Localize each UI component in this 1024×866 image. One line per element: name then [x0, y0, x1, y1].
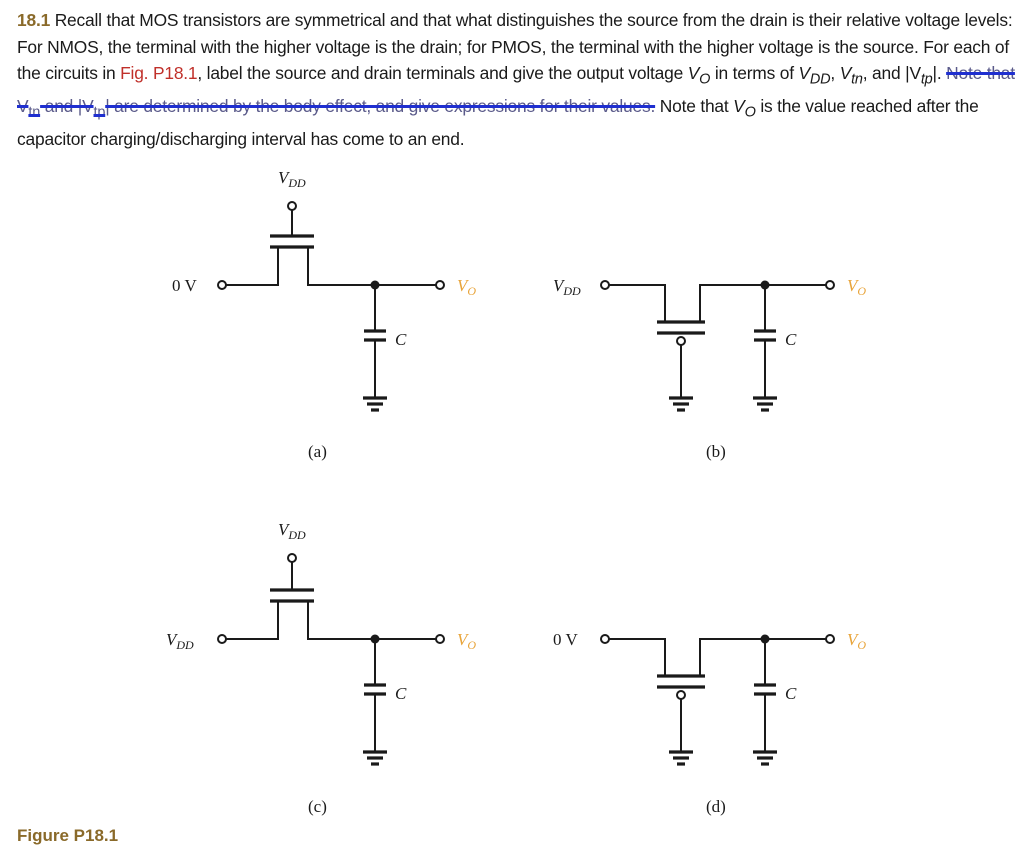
circuit-c-right-terminal	[308, 601, 436, 639]
figure-label: Figure P18.1	[17, 826, 119, 845]
vtp-abs-open: |V	[905, 63, 921, 83]
problem-text-f: is the value reached after the capacitor charging/discharging interval has come to an end.	[17, 95, 979, 149]
circuit-a-caption: (a)	[308, 442, 327, 461]
circuit-b-cap-label: C	[785, 330, 797, 349]
vo-subscript: O	[699, 71, 711, 88]
circuit-d-input-terminal	[601, 635, 609, 643]
circuit-a-output-label: $V_O$	[457, 276, 477, 298]
vo-symbol-2: V	[733, 95, 745, 116]
problem-statement: 18.1 Recall that MOS transistors are symmetrical and that what distinguishes the source from the drain is their relative voltage levels: For NMOS, the terminal with the higher voltage is the drain; for PMOS, the terminal with the higher voltage is the source. For each of the circuits in Fig. P18.1, label the source and drain terminals and give the output voltage $V_O$ in terms of $V_{DD}$, $V_{tn}$, and $|V_{tp}|$. Note that $V_{tn}$ and $|V_{tp}|$ are determined by the body effect, and give expressions for their values. Note that $V_O$ is the value reached after the capacitor charging/discharging interval has come to an end.	[17, 10, 1015, 149]
circuit-c-vdd-terminal	[288, 554, 296, 562]
circuit-c-caption: (c)	[308, 797, 327, 816]
circuit-a-vdd-label: $V_{DD}$	[278, 168, 306, 190]
circuit-d-input-label: 0 V	[553, 630, 578, 649]
problem-text-c: in terms of	[714, 63, 794, 83]
vtp-subscript: tp	[920, 71, 933, 88]
circuit-b-input-label: $V_{DD}$	[553, 276, 581, 298]
circuit-b-right-terminal	[700, 285, 826, 322]
circuit-d-output-label: $V_O$	[847, 630, 867, 652]
circuit-b	[553, 276, 866, 461]
circuit-a-right-terminal	[308, 247, 436, 285]
circuit-c-input-label: $V_{DD}$	[166, 630, 194, 652]
circuit-a-cap-label: C	[395, 330, 407, 349]
circuit-d-left-terminal	[609, 639, 665, 676]
circuit-b-output-terminal	[826, 281, 834, 289]
circuit-d	[553, 630, 866, 816]
vdd-subscript: DD	[809, 71, 831, 88]
circuit-d-cap-label: C	[785, 684, 797, 703]
struck-text-2: and |V	[40, 95, 94, 116]
circuit-d-gate-bubble	[677, 691, 685, 699]
circuit-a	[172, 168, 476, 461]
problem-text-d: , and	[862, 63, 901, 83]
circuit-b-input-terminal	[601, 281, 609, 289]
circuit-a-input-label: 0 V	[172, 276, 197, 295]
struck-text-1: Note that V	[17, 63, 1015, 116]
circuit-c	[166, 520, 476, 816]
circuit-a-left-terminal	[226, 247, 278, 285]
circuit-c-output-terminal	[436, 635, 444, 643]
circuit-b-caption: (b)	[706, 442, 726, 461]
vtn-subscript: tn	[851, 71, 863, 88]
problem-text-b: , label the source and drain terminals and give the output voltage	[197, 63, 684, 83]
vdd-symbol: V	[798, 63, 810, 83]
circuit-c-left-terminal	[226, 601, 278, 639]
circuit-b-gate-bubble	[677, 337, 685, 345]
circuit-c-output-label: $V_O$	[457, 630, 477, 652]
struck-sub-1: tn	[28, 104, 41, 121]
circuit-c-cap-label: C	[395, 684, 407, 703]
circuit-d-output-terminal	[826, 635, 834, 643]
circuit-b-output-label: $V_O$	[847, 276, 867, 298]
circuit-a-vdd-terminal	[288, 202, 296, 210]
circuit-d-caption: (d)	[706, 797, 726, 816]
vo-subscript-2: O	[744, 104, 756, 121]
circuit-c-vdd-label: $V_{DD}$	[278, 520, 306, 542]
problem-text-a: Recall that MOS transistors are symmetrical and that what distinguishes the source from the drain is their relative voltage levels: For NMOS, the terminal with the higher voltage is the drain; for PMOS, the terminal with the higher voltage is the source. For each of the circuits in	[17, 10, 1013, 83]
vtp-abs-close: |.	[932, 63, 942, 83]
circuit-a-output-terminal	[436, 281, 444, 289]
circuit-d-right-terminal	[700, 639, 826, 676]
vtn-symbol: V	[839, 63, 852, 83]
problem-number: 18.1	[17, 10, 51, 30]
vo-symbol: V	[687, 63, 700, 83]
struck-text-3: | are determined by the body effect, and give expressions for their values.	[105, 95, 656, 116]
circuit-b-left-terminal	[609, 285, 665, 322]
struck-sub-2: tp	[93, 104, 106, 121]
problem-text-e: Note that	[659, 95, 729, 116]
circuit-c-input-terminal	[218, 635, 226, 643]
figure-reference-link[interactable]: Fig. P18.1	[120, 63, 198, 83]
circuit-a-input-terminal	[218, 281, 226, 289]
